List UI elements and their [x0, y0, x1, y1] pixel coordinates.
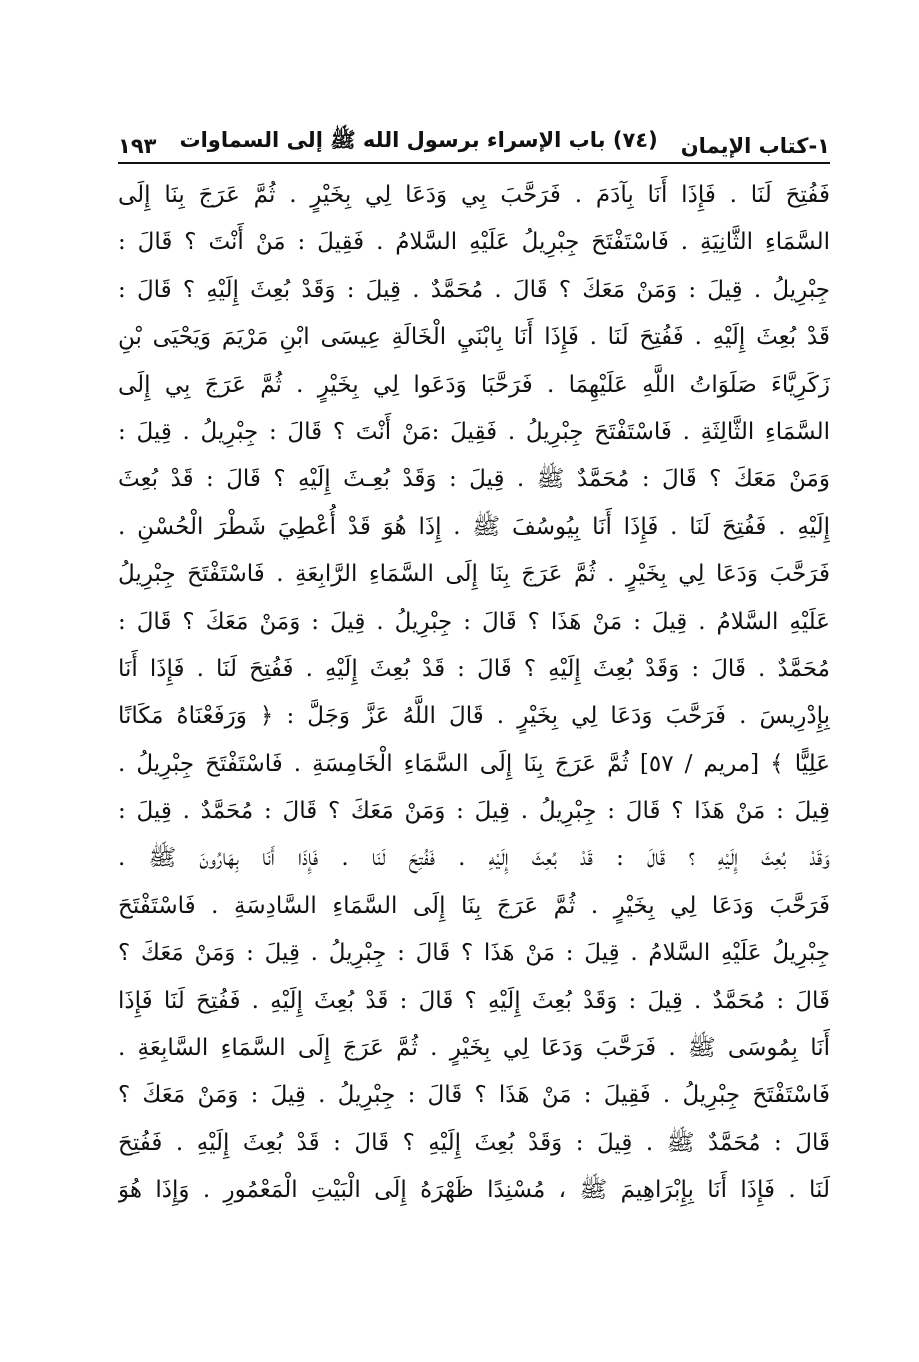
- text-line: فَاسْتَفْتَحَ جِبْرِيلُ . فَقِيلَ : مَنْ هَذَا ؟ قَالَ : جِبْرِيلُ . قِيلَ : وَمَنْ مَعَكَ ؟: [118, 1082, 830, 1109]
- text-line: أَنَا بِمُوسَى ﷺ . فَرَحَّبَ وَدَعَا لِي بِخَيْرٍ . ثُمَّ عَرَجَ إِلَى السَّمَاءِ السَّابِعَةِ .: [118, 1035, 830, 1062]
- text-line: جِبْرِيلُ . قِيلَ : وَمَنْ مَعَكَ ؟ قَالَ . مُحَمَّدٌ . قِيلَ : وَقَدْ بُعِثَ إِلَيْهِ ؟ قَالَ :: [118, 276, 830, 303]
- text-line: فَرَحَّبَ وَدَعَا لِي بِخَيْرٍ . ثُمَّ عَرَجَ بِنَا إِلَى السَّمَاءِ السَّادِسَةِ . فَاسْتَفْتَحَ: [118, 892, 830, 919]
- page-number: ١٩٣: [118, 134, 157, 158]
- text-line: جِبْرِيلُ عَلَيْهِ السَّلامُ . قِيلَ : مَنْ هَذَا ؟ قَالَ : جِبْرِيلُ . قِيلَ : وَمَنْ مَعَكَ ؟: [118, 940, 830, 967]
- text-line: قَالَ : مُحَمَّدٌ . قِيلَ : وَقَدْ بُعِثَ إِلَيْهِ ؟ قَالَ : قَدْ بُعِثَ إِلَيْهِ . فَفُتِحَ لَنَا فَإِذَا: [118, 987, 830, 1014]
- text-line: مُحَمَّدٌ . قَالَ : وَقَدْ بُعِثَ إِلَيْهِ ؟ قَالَ : قَدْ بُعِثَ إِلَيْهِ . فَفُتِحَ لَنَا . فَإِذَا أَنَا: [118, 655, 830, 682]
- body-text: [118, 172, 830, 1215]
- book-title: ١-كتاب الإيمان: [680, 134, 830, 158]
- text-line: قَدْ بُعِثَ إِلَيْهِ . فَفُتِحَ لَنَا . فَإِذَا أَنَا بِابْنَيِ الْخَالَةِ عِيسَى ابْنِ مَرْيَمَ وَيَحْيَى بْنِ: [118, 324, 830, 351]
- text-line: بِإِدْرِيسَ . فَرَحَّبَ وَدَعَا لِي بِخَيْرٍ . قَالَ اللَّهُ عَزَّ وَجَلَّ : ﴿ وَرَفَعْنَاهُ مَكَانًا: [118, 703, 830, 730]
- text-line: وَمَنْ مَعَكَ ؟ قَالَ : مُحَمَّدٌ ﷺ . قِيلَ : وَقَدْ بُعِـثَ إِلَيْهِ ؟ قَالَ : قَدْ بُعِثَ: [118, 466, 830, 493]
- text-line: زَكَرِيَّاءَ صَلَوَاتُ اللَّهِ عَلَيْهِمَا . فَرَحَّبَا وَدَعَوا لِي بِخَيْرٍ . ثُمَّ عَرَجَ بِي إِلَى: [118, 371, 830, 398]
- text-line: فَفُتِحَ لَنَا . فَإِذَا أَنَا بِآدَمَ . فَرَحَّبَ بِي وَدَعَا لِي بِخَيْرٍ . ثُمَّ عَرَجَ بِنَا إِلَى: [118, 182, 830, 208]
- text-line: السَّمَاءِ الثَّانِيَةِ . فَاسْتَفْتَحَ جِبْرِيلُ عَلَيْهِ السَّلامُ . فَقِيلَ : مَنْ أَنْتَ ؟ قَالَ :: [118, 229, 830, 256]
- text-line: وَقَدْ بُعِثَ إِلَيْهِ ؟ قَالَ : قَدْ بُعِثَ إِلَيْهِ . فَفُتِحَ لَنَا . فَإِذَا أَنَا بِهَارُونَ ﷺ .: [118, 845, 830, 872]
- text-line: قَالَ : مُحَمَّدٌ ﷺ . قِيلَ : وَقَدْ بُعِثَ إِلَيْهِ ؟ قَالَ : قَدْ بُعِثَ إِلَيْهِ . فَفُتِحَ: [118, 1129, 830, 1156]
- text-line: عَلَيْهِ السَّلامُ . قِيلَ : مَنْ هَذَا ؟ قَالَ : جِبْرِيلُ . قِيلَ : وَمَنْ مَعَكَ ؟ قَالَ :: [118, 608, 830, 635]
- text-line: إِلَيْهِ . فَفُتِحَ لَنَا . فَإِذَا أَنَا بِيُوسُفَ ﷺ . إِذَا هُوَ قَدْ أُعْطِيَ شَطْرَ الْحُسْنِ .: [118, 513, 830, 540]
- text-line: قِيلَ : مَنْ هَذَا ؟ قَالَ : جِبْرِيلُ . قِيلَ : وَمَنْ مَعَكَ ؟ قَالَ : مُحَمَّدٌ . قِيلَ :: [118, 798, 830, 825]
- text-line: السَّمَاءِ الثَّالِثَةِ . فَاسْتَفْتَحَ جِبْرِيلُ . فَقِيلَ :مَنْ أَنْتَ ؟ قَالَ : جِبْرِيلُ . قِيلَ :: [118, 418, 830, 445]
- chapter-title: (٧٤) باب الإسراء برسول الله ﷺ إلى السماوات: [179, 128, 658, 152]
- text-line: عَلِيًّا ﴾ [مريم / ٥٧] ثُمَّ عَرَجَ بِنَا إِلَى السَّمَاءِ الْخَامِسَةِ . فَاسْتَفْتَحَ جِبْرِيلُ .: [118, 750, 830, 777]
- page-header: [118, 118, 830, 164]
- text-line: فَرَحَّبَ وَدَعَا لِي بِخَيْرٍ . ثُمَّ عَرَجَ بِنَا إِلَى السَّمَاءِ الرَّابِعَةِ . فَاسْتَفْتَحَ جِبْرِيلُ: [118, 561, 830, 588]
- text-line: لَنَا . فَإِذَا أَنَا بِإِبْرَاهِيمَ ﷺ ، مُسْنِدًا ظَهْرَهُ إِلَى الْبَيْتِ الْمَعْمُورِ . وَإِذَا هُوَ: [118, 1177, 830, 1204]
